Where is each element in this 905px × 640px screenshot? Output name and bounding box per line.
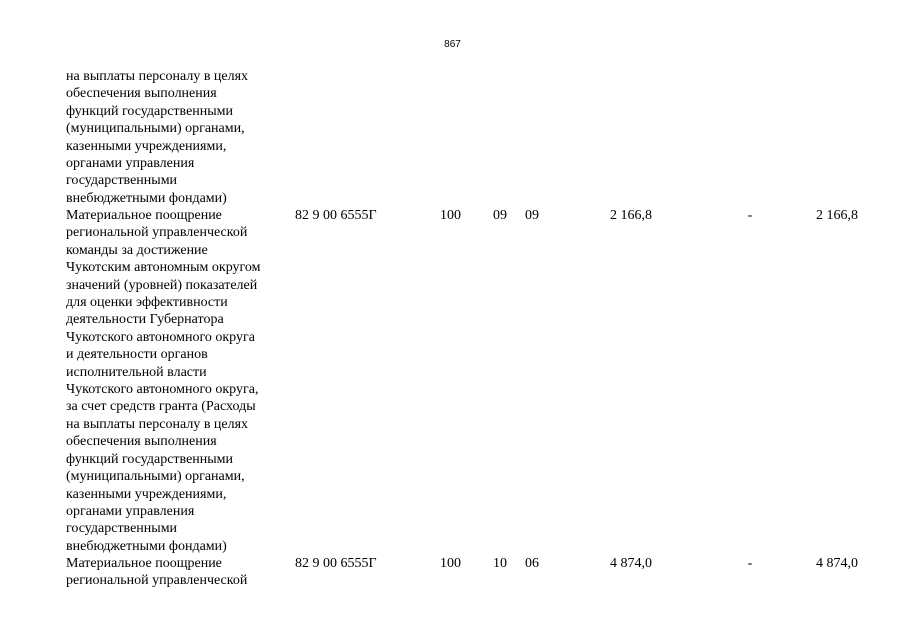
text-line: (муниципальными) органами, [66, 121, 245, 137]
row-amount-1: 4 874,0 [610, 556, 652, 571]
text-line: Материальное поощрение [66, 556, 222, 571]
text-line: обеспечения выполнения [66, 86, 217, 102]
text-line: казенными учреждениями, [66, 138, 227, 154]
row-target-code: 82 9 00 6555Г [295, 208, 377, 223]
row-description [66, 207, 296, 555]
text-line: Материальное поощрение [66, 208, 222, 223]
text-line: Чукотским автономным округом [66, 260, 261, 276]
text-line: органами управления [66, 503, 195, 519]
text-line: за счет средств гранта (Расходы [66, 399, 256, 415]
row-expense-type: 100 [440, 208, 461, 223]
row-expense-type: 100 [440, 556, 461, 571]
text-line: для оценки эффективности [66, 295, 228, 311]
row-amount-2: - [747, 208, 753, 223]
page-number: 867 [444, 39, 461, 50]
text-line: (муниципальными) органами, [66, 469, 245, 485]
row-description-continued [66, 68, 296, 207]
text-line: Чукотского автономного округа [66, 329, 255, 345]
row-section: 10 [493, 556, 507, 571]
text-line: деятельности Губернатора [66, 312, 224, 328]
text-line: обеспечения выполнения [66, 434, 217, 450]
text-line: органами управления [66, 156, 195, 172]
text-line: на выплаты персоналу в целях [66, 69, 249, 84]
row-subsection: 06 [525, 556, 539, 571]
text-line: на выплаты персоналу в целях [66, 416, 249, 432]
text-line: команды за достижение [66, 242, 208, 258]
text-line: государственными [66, 173, 178, 189]
text-line: функций государственными [66, 103, 234, 119]
text-line: значений (уровней) показателей [66, 277, 258, 293]
text-line: исполнительной власти [66, 364, 207, 380]
row-target-code: 82 9 00 6555Г [295, 556, 377, 571]
text-line: Чукотского автономного округа, [66, 382, 259, 398]
text-line: и деятельности органов [66, 347, 208, 363]
text-line: региональной управленческой [66, 573, 248, 589]
text-line: государственными [66, 521, 178, 537]
text-line: функций государственными [66, 451, 234, 467]
row-section: 09 [493, 208, 507, 223]
row-amount-2: - [747, 556, 753, 571]
row-subsection: 09 [525, 208, 539, 223]
row-amount-3: 4 874,0 [816, 556, 858, 571]
row-description [66, 555, 296, 590]
text-line: казенными учреждениями, [66, 486, 227, 502]
text-line: внебюджетными фондами) [66, 190, 227, 206]
text-line: внебюджетными фондами) [66, 538, 227, 554]
text-line: региональной управленческой [66, 225, 248, 241]
row-amount-3: 2 166,8 [816, 208, 858, 223]
row-amount-1: 2 166,8 [610, 208, 652, 223]
